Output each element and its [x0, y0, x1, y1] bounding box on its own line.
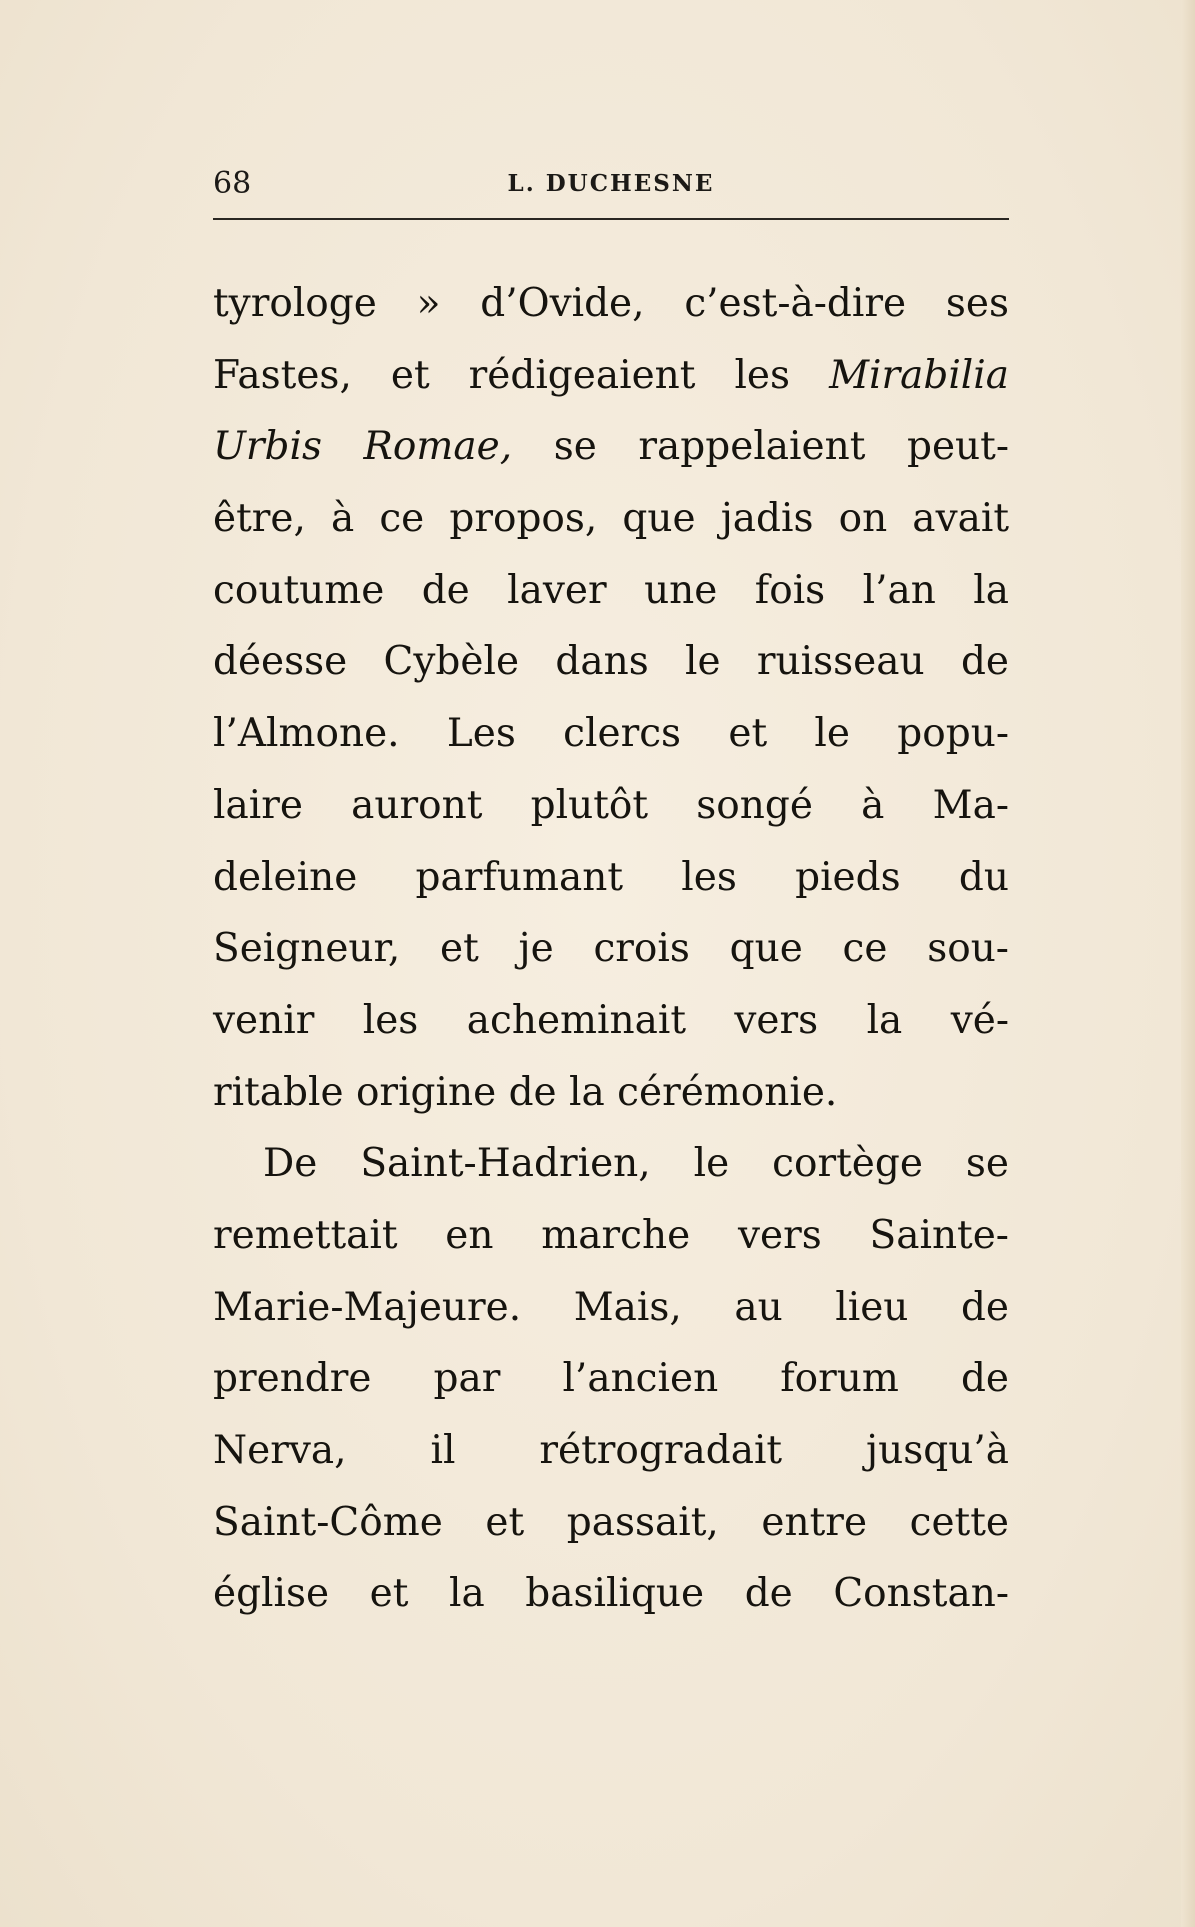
text-line	[213, 340, 1009, 412]
text-line	[213, 1558, 1009, 1630]
text-span: laire auront plutôt songé à Ma-	[213, 782, 1009, 828]
text-line	[213, 1415, 1009, 1487]
text-line	[213, 842, 1009, 914]
text-span: venir les acheminait vers la vé-	[213, 997, 1009, 1043]
text-span: tyrologe » d’Ovide, c’est-à-dire ses	[213, 281, 1009, 326]
text-line	[213, 1487, 1009, 1559]
text-line	[213, 268, 1009, 340]
text-span: église et la basilique de Constan-	[213, 1571, 1009, 1617]
text-line	[213, 698, 1009, 770]
text-span: Seigneur, et je crois que ce sou-	[213, 926, 1009, 972]
text-line	[213, 1057, 1009, 1129]
text-line	[213, 1200, 1009, 1272]
text-span: deleine parfumant les pieds du	[213, 854, 1009, 900]
text-span: déesse Cybèle dans le ruisseau de	[213, 639, 1009, 685]
text-line	[213, 483, 1009, 555]
text-line	[213, 626, 1009, 698]
text-line	[213, 1272, 1009, 1344]
text-span: Fastes, et rédigeaient les	[213, 352, 830, 398]
text-line	[213, 1128, 1009, 1200]
italic-text: Mirabilia	[829, 352, 1009, 398]
page-edge	[1181, 0, 1195, 1927]
text-line	[213, 770, 1009, 842]
text-span: remettait en marche vers Sainte-	[213, 1212, 1009, 1258]
text-span: prendre par l’ancien forum de	[213, 1356, 1009, 1402]
text-span: Nerva, il rétrogradait jusqu’à	[213, 1428, 1009, 1473]
text-span: Saint-Côme et passait, entre cette	[213, 1499, 1009, 1545]
text-span: se rappelaient peut-	[512, 424, 1009, 470]
italic-text: Urbis Romae,	[213, 424, 513, 470]
text-span: Marie-Majeure. Mais, au lieu de	[213, 1284, 1009, 1330]
text-span: ritable origine de la cérémonie.	[213, 1069, 838, 1115]
text-line	[213, 411, 1009, 483]
text-line	[213, 555, 1009, 627]
text-line	[213, 913, 1009, 985]
text-span: coutume de laver une fois l’an la	[213, 567, 1009, 613]
header-rule	[213, 218, 1009, 220]
text-span: être, à ce propos, que jadis on avait	[213, 496, 1009, 542]
page-number: 68	[213, 166, 252, 201]
text-span: l’Almone. Les clercs et le popu-	[213, 711, 1009, 757]
text-span: De Saint-Hadrien, le cortège se	[263, 1141, 1009, 1187]
text-line	[213, 1343, 1009, 1415]
page-header	[213, 166, 1009, 206]
body-text	[213, 268, 1009, 1630]
text-line	[213, 985, 1009, 1057]
running-head: L. DUCHESNE	[507, 170, 715, 197]
